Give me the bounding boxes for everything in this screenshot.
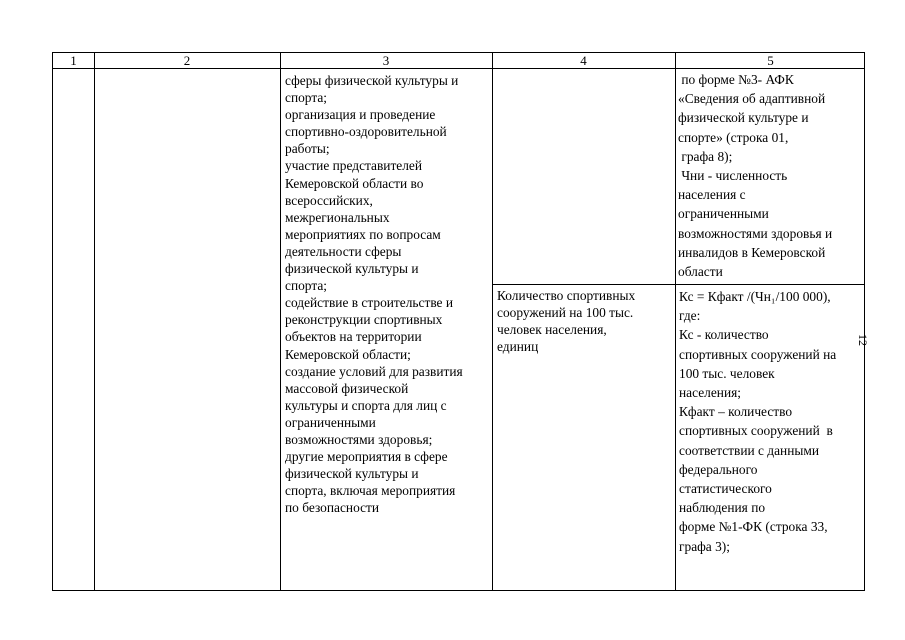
row-divider-col4-col5 [492,284,864,285]
header-col-2: 2 [183,53,191,68]
col5-upper-text: по форме №3- АФК «Сведения об адаптивной физической культуре и спорте» (строка 01, графа 8); Чни - численность населения с ограниченными возможностями здоровья и инвалидов в Кемеровской области [678,72,833,280]
col4-indicator-name: Количество спортивных сооружений на 100 тыс. человек населения, единиц [497,288,636,355]
column-divider-2-3 [280,53,281,590]
data-table [52,52,865,591]
header-divider [53,68,864,69]
header-col-5: 5 [767,53,774,68]
column-divider-1-2 [94,53,95,590]
header-col-4: 4 [580,53,587,68]
page-number: 12 [856,334,870,346]
col5-formula-text: Кс = Кфакт /(Чн₁/100 000), где: Кс - количество спортивных сооружений на 100 тыс. человек населения; Кфакт – количество спортивных сооружений в соответствии с данными федерального статистического наблюдения по форме №1-ФК (строка 33, графа 3); [679,289,837,554]
column-divider-3-4 [492,53,493,590]
header-col-3: 3 [382,53,390,68]
header-col-1: 1 [70,53,77,68]
column-divider-4-5 [675,53,676,590]
col3-measures-text: сферы физической культуры и спорта; организация и проведение спортивно-оздоровительной работы; участие представителей Кемеровской области во всероссийских, межрегиональных мероприятиях по вопросам деятельности сферы физической культуры и спорта; содействие в строительстве и реконструкции спортивных объектов на территории Кемеровской области; создание условий для развития массовой физической культуры и спорта для лиц с ограниченными возможностями здоровья; другие мероприятия в сфере физической культуры и спорта, включая мероприятия по безопасности [285,73,463,516]
